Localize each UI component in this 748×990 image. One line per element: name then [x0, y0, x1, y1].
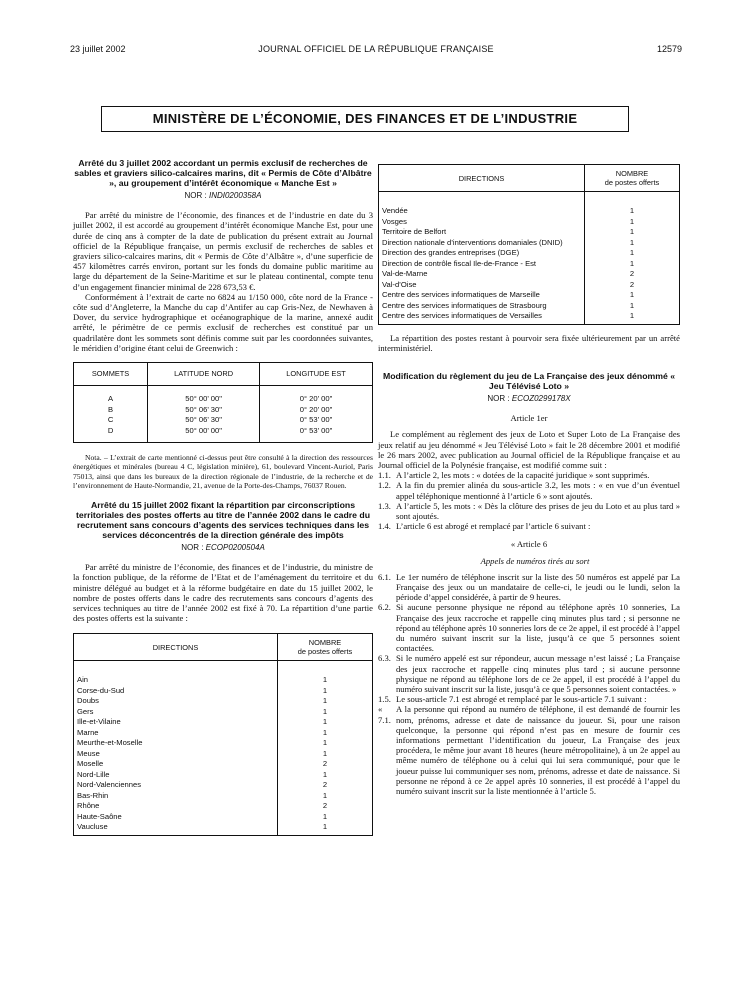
page-header: [70, 44, 682, 58]
article-6-items: [378, 572, 680, 796]
nor-code: ECOZ0299178X: [511, 393, 571, 403]
direction-row: [74, 707, 373, 718]
list-item: [378, 572, 680, 603]
table-cell: Meurthe-et-Moselle: [74, 738, 278, 749]
direction-row: [74, 661, 373, 686]
item-text: L’article 6 est abrogé et remplacé par l’article 6 suivant :: [396, 521, 591, 532]
direction-row: [74, 717, 373, 728]
table-cell: Val-de-Marne: [379, 269, 585, 280]
direction-row: [379, 269, 680, 280]
item-text: A l’article 5, les mots : « Dès la clôture des prises de jeu du Loto et au plus tard » sont ajoutés.: [396, 500, 680, 521]
item-number: 1.5.: [378, 694, 391, 705]
postes-table-2: [378, 164, 680, 325]
item-text: Le 1er numéro de téléphone inscrit sur la liste des 50 numéros est appelé par La Française des jeux ou un mandataire de celle-ci, le jeudi ou le lundi, selon la période d’appel considérée, à partir de 9 heures.: [396, 571, 680, 603]
table-cell: Ille-et-Vilaine: [74, 717, 278, 728]
header-date: 23 juillet 2002: [70, 44, 126, 54]
column-header: LONGITUDE EST: [260, 363, 373, 386]
coordinates-table: [73, 362, 373, 443]
table-cell: Gers: [74, 707, 278, 718]
table-cell: 50° 06’ 30": [148, 415, 260, 426]
modification-para-1: Le complément au règlement des jeux de Loto et Super Loto de La Française des jeux relatif au jeu dénommé « Jeu Télévisé Loto » fait le 28 décembre 2001 et modifié le 26 mars 2002, avec publication au Journal officiel de la République française et au Journal officiel de la Polynésie française, est modifié comme suit :: [378, 429, 680, 470]
direction-row: [379, 259, 680, 270]
arrete-1-para-1: Par arrêté du ministre de l’économie, des finances et de l’industrie en date du 3 juillet 2002, il est accordé au groupement d’intérêt économique Manche Est, pour une durée de cinq ans à compter de la date de publication du présent extrait au Journal officiel de la République française, un permis exclusif de recherches de sables et graviers silico-calcaires marins, dit « Permis de Côte d’Albâtre », d’une superficie de 457 kilomètres carrés environ, portant sur les fonds du domaine public maritime au large du département de la Seine-Maritime et sur le plateau continental, compte tenu d’un engagement financier minimal de 228 673,53 €.: [73, 210, 373, 292]
table-cell: Doubs: [74, 696, 278, 707]
table-cell: 2: [585, 280, 680, 291]
article-6-subheading: Appels de numéros tirés au sort: [480, 555, 590, 566]
coordinate-row: [74, 386, 373, 405]
table-cell: Direction de contrôle fiscal Ile-de-France - Est: [379, 259, 585, 270]
coordinate-row: [74, 415, 373, 426]
direction-row: [74, 749, 373, 760]
item-text: A l’article 2, les mots : « dotées de la capacité juridique » sont supprimés.: [396, 470, 650, 481]
table-cell: 0° 53’ 00": [260, 426, 373, 443]
nor-code: INDI0200358A: [208, 191, 262, 200]
table-cell: Territoire de Belfort: [379, 227, 585, 238]
item-text: Si aucune personne physique ne répond au téléphone après 10 sonneries, La Française des jeux raccroche et rappelle cinq minutes plus tard ; si personne ne répond au téléphone après 10 sonneries lors de ce 2e appel, il est procédé à l’appel du numéro suivant inscrit sur la liste, jusqu’à ce que 5 personnes soient contactées.: [396, 602, 680, 654]
column-header: NOMBRE de postes offerts: [278, 634, 373, 661]
item-number: 6.2.: [378, 602, 391, 613]
nor-label: NOR :: [181, 543, 204, 553]
item-number: 1.2.: [378, 480, 391, 491]
item-number: 6.1.: [378, 571, 391, 582]
column-header: SOMMETS: [74, 363, 148, 386]
table-cell: 1: [278, 717, 373, 728]
table-cell: Nord-Lille: [74, 770, 278, 781]
arrete-2-para-1: Par arrêté du ministre de l’économie, des finances et de l’industrie, du ministre de la fonction publique, de la réforme de l’Etat et de l’aménagement du territoire et du ministre délégué au budget et à la réforme budgétaire en date du 15 juillet 2002, le nombre de postes offerts dans le cadre des recrutements sans concours d’agents des services techniques au titre de l’année 2002 est fixé à 70. La répartition d’une partie des postes offerts est la suivante :: [73, 562, 373, 624]
table-cell: 1: [585, 227, 680, 238]
modification-nor: [378, 394, 680, 404]
table-cell: 1: [278, 696, 373, 707]
direction-row: [74, 728, 373, 739]
table-cell: 2: [278, 759, 373, 770]
table-cell: 1: [278, 791, 373, 802]
article-1-heading: Article 1er: [510, 413, 548, 424]
direction-row: [379, 301, 680, 312]
ministry-banner: MINISTÈRE DE L’ÉCONOMIE, DES FINANCES ET DE L’INDUSTRIE: [101, 106, 629, 132]
direction-row: [74, 791, 373, 802]
direction-row: [74, 738, 373, 749]
arrete-1-note: Nota. – L’extrait de carte mentionné ci-dessus peut être consulté à la direction des ressources énergétiques et minérales (bureau 4 C, législation minière), 61, boulevard Vincent-Auriol, Paris 75013, ainsi que dans les bureaux de la direction régionale de l’industrie, de la recherche et de l’environnement de Haute-Normandie, 21, avenue de la Porte-des-Champs, 76037 Rouen.: [73, 453, 373, 490]
item-text: A la personne qui répond au numéro de téléphone, il est demandé de fournir les nom, prénoms, adresse et date de naissance du joueur. Si, pour une raison quelconque, la personne qui répond n’est pas en mesure de fournir ces informations permettant l’identification du joueur, La Française des jeux procédera, le même jour avant 18 heures (heure métropolitaine), à un 2e appel au même numéro de téléphone ou à celui qui lui sera communiqué, pour que le joueur puisse lui communiquer ses nom, prénoms, adresse et date de naissance. Si personne ne répond à ce 2e appel après 10 sonneries, il est procédé à l’appel du numéro suivant inscrit sur la liste mentionnée à l’article 5.: [396, 704, 680, 797]
table-cell: 1: [278, 686, 373, 697]
table-cell: Vosges: [379, 217, 585, 228]
list-item: [378, 470, 680, 480]
table-cell: 1: [278, 738, 373, 749]
table-cell: 2: [585, 269, 680, 280]
table-cell: 1: [585, 311, 680, 324]
table-cell: 1: [278, 770, 373, 781]
table-cell: Direction nationale d’interventions domaniales (DNID): [379, 238, 585, 249]
table-cell: 50° 00’ 00": [148, 386, 260, 405]
table-cell: Centre des services informatiques de Strasbourg: [379, 301, 585, 312]
table-cell: Nord-Valenciennes: [74, 780, 278, 791]
table-cell: 1: [585, 248, 680, 259]
direction-row: [379, 248, 680, 259]
item-text: A la fin du premier alinéa du sous-article 3.2, les mots : « en vue d’un éventuel appel téléphonique mentionné à l’article 6 » sont ajoutés.: [396, 480, 680, 501]
table-cell: 2: [278, 780, 373, 791]
coordinate-row: [74, 426, 373, 443]
table-cell: 1: [585, 217, 680, 228]
list-item: [378, 653, 680, 694]
article-6-heading: « Article 6: [510, 539, 548, 550]
table-cell: 50° 06’ 30": [148, 405, 260, 416]
list-item: [378, 602, 680, 653]
direction-row: [379, 238, 680, 249]
table-cell: Centre des services informatiques de Versailles: [379, 311, 585, 324]
table-cell: 0° 53’ 00": [260, 415, 373, 426]
table-cell: Vendée: [379, 192, 585, 217]
direction-row: [379, 192, 680, 217]
direction-row: [74, 770, 373, 781]
item-text: Si le numéro appelé est sur répondeur, aucun message n’est laissé ; La Française des jeux raccroche et rappelle cinq minutes plus tard ; si aucune personne physique ne répond au téléphone lors de ce 2e appel, il est procédé à l’appel du numéro suivant inscrit sur la liste, jusqu’à ce que 5 personnes soient contactées. »: [396, 653, 680, 694]
table-cell: 1: [585, 290, 680, 301]
table-cell: B: [74, 405, 148, 416]
postes-table-1: [73, 633, 373, 836]
item-number: 1.1.: [378, 470, 391, 481]
nor-code: ECOP0200504A: [205, 543, 265, 553]
nor-label: NOR :: [184, 191, 207, 200]
table-cell: 1: [585, 192, 680, 217]
direction-row: [379, 290, 680, 301]
table-cell: Centre des services informatiques de Marseille: [379, 290, 585, 301]
table-cell: Meuse: [74, 749, 278, 760]
item-number: 6.3.: [378, 653, 391, 664]
direction-row: [74, 812, 373, 823]
table-cell: Bas-Rhin: [74, 791, 278, 802]
header-title: JOURNAL OFFICIEL DE LA RÉPUBLIQUE FRANÇAISE: [258, 44, 494, 54]
table-cell: 0° 20’ 00": [260, 386, 373, 405]
table-cell: 0° 20’ 00": [260, 405, 373, 416]
modification-title: Modification du règlement du jeu de La Française des jeux dénommé « Jeu Télévisé Loto »: [382, 370, 676, 391]
direction-row: [379, 227, 680, 238]
direction-row: [74, 801, 373, 812]
header-page-number: 12579: [656, 44, 682, 54]
table-cell: 2: [278, 801, 373, 812]
arrete-2-title: Arrêté du 15 juillet 2002 fixant la répartition par circonscriptions territoriales des postes offerts au titre de l’année 2002 dans le cadre du recrutement sans concours d’agents des services techniques dans les services déconcentrés de la direction générale des impôts: [75, 500, 371, 541]
arrete-1-title: Arrêté du 3 juillet 2002 accordant un permis exclusif de recherches de sables et graviers silico-calcaires marins, dit « Permis de Côte d’Albâtre », au groupement d’intérêt économique « Manche Est »: [74, 158, 372, 188]
table-cell: 1: [585, 259, 680, 270]
direction-row: [379, 280, 680, 291]
table-cell: Corse-du-Sud: [74, 686, 278, 697]
arrete-1-nor: [73, 191, 373, 201]
table-cell: 1: [278, 661, 373, 686]
table-cell: Rhône: [74, 801, 278, 812]
column-header: DIRECTIONS: [379, 165, 585, 192]
table-cell: 1: [278, 728, 373, 739]
direction-row: [379, 217, 680, 228]
modification-items: [378, 470, 680, 531]
direction-row: [74, 759, 373, 770]
table-cell: 1: [278, 812, 373, 823]
table-cell: Ain: [74, 661, 278, 686]
table-cell: 1: [585, 301, 680, 312]
direction-row: [74, 686, 373, 697]
table-2-followup: La répartition des postes restant à pourvoir sera fixée ultérieurement par un arrêté interministériel.: [378, 332, 680, 353]
item-text: Le sous-article 7.1 est abrogé et remplacé par le sous-article 7.1 suivant :: [396, 694, 647, 705]
table-cell: 1: [585, 238, 680, 249]
list-item: [378, 480, 680, 500]
list-item: [378, 521, 680, 531]
arrete-1-para-2: Conformément à l’extrait de carte no 6824 au 1/150 000, côte nord de la France - côte sud d’Angleterre, la Manche du cap d’Antifer au cap Gris-Nez, de Newhaven à Dover, du service hydrographique et océanographique de la marine, annexé audit arrêté, le périmètre de ce permis exclusif de recherches est constitué par un quadrilatère dont les sommets sont définis comme suit par les coordonnées suivantes, le méridien d’origine étant celui de Greenwich :: [73, 291, 373, 353]
table-cell: Haute-Saône: [74, 812, 278, 823]
table-cell: 1: [278, 822, 373, 835]
nor-label: NOR :: [487, 393, 510, 403]
coordinate-row: [74, 405, 373, 416]
column-header: NOMBRE de postes offerts: [585, 165, 680, 192]
item-number: « 7.1.: [378, 704, 391, 725]
table-cell: A: [74, 386, 148, 405]
table-cell: 1: [278, 707, 373, 718]
item-number: 1.4.: [378, 521, 391, 532]
arrete-2-nor: [73, 543, 373, 553]
table-cell: Moselle: [74, 759, 278, 770]
left-column: [73, 158, 373, 844]
column-header: DIRECTIONS: [74, 634, 278, 661]
item-number: 1.3.: [378, 500, 391, 511]
list-item: [378, 501, 680, 521]
table-cell: 1: [278, 749, 373, 760]
table-cell: Marne: [74, 728, 278, 739]
right-column: [378, 158, 680, 796]
table-cell: Direction des grandes entreprises (DGE): [379, 248, 585, 259]
column-header: LATITUDE NORD: [148, 363, 260, 386]
direction-row: [379, 311, 680, 324]
table-cell: C: [74, 415, 148, 426]
table-cell: 50° 00’ 00": [148, 426, 260, 443]
direction-row: [74, 822, 373, 835]
direction-row: [74, 696, 373, 707]
list-item: [378, 704, 680, 796]
table-cell: D: [74, 426, 148, 443]
table-cell: Vaucluse: [74, 822, 278, 835]
table-cell: Val-d’Oise: [379, 280, 585, 291]
direction-row: [74, 780, 373, 791]
list-item: [378, 694, 680, 704]
